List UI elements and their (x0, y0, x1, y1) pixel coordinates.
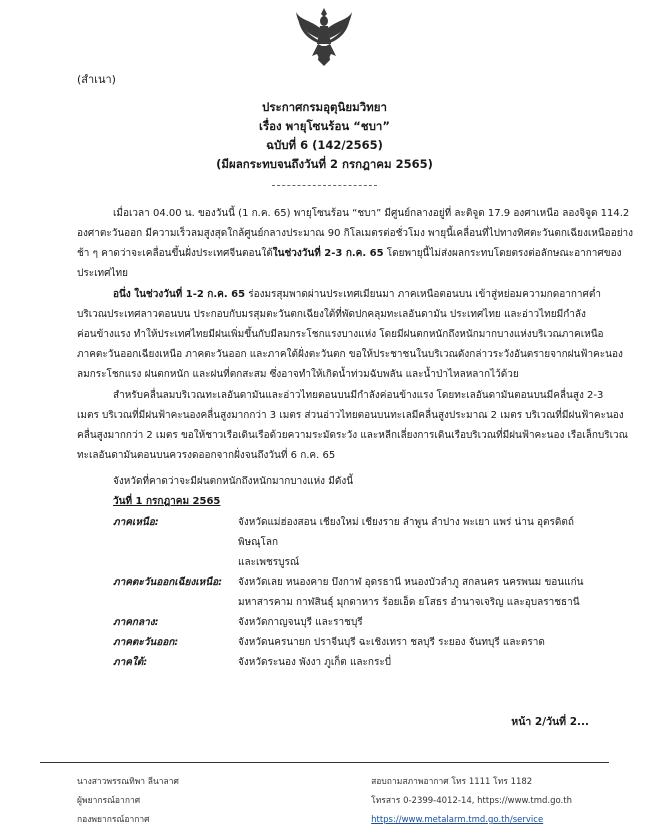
region-name: ภาคตะวันออก: (113, 637, 179, 648)
region-name: ภาคใต้: (113, 657, 148, 668)
footer-inquiry: สอบถามสภาพอากาศ โทร 1111 โทร 1182 (371, 777, 533, 787)
provinces-intro: จังหวัดที่คาดว่าจะมีฝนตกหนักถึงหนักมากบางแห่ง มีดังนี้ (113, 476, 354, 487)
paragraph-3-line: สำหรับคลื่นลมบริเวณทะเลอันดามันและอ่าวไทยตอนบนมีกำลังค่อนข้างแรง โดยทะเลอันดามันตอนบนมีคลื่นสูง 2-3 (113, 390, 604, 401)
footer-right (371, 773, 572, 830)
provinces-section (77, 472, 597, 512)
announcement-header (0, 98, 649, 174)
announcement-title: ประกาศกรมอุตุนิยมวิทยา (262, 100, 387, 114)
region-row (77, 613, 587, 633)
paragraph-3 (77, 386, 628, 466)
footer-phone: โทรสาร 0-2399-4012-14, https://www.tmd.go.th (371, 796, 572, 806)
paragraph-2-line: ภาคตะวันออกเฉียงเหนือ ภาคตะวันออก และภาคใต้ฝั่งตะวันตก ขอให้ประชาชนในบริเวณดังกล่าวระวังอันตรายจากฝนฟ้าคะนอง (77, 349, 623, 360)
region-provinces-line: และเพชรบูรณ์ (238, 557, 300, 568)
region-row (77, 633, 587, 653)
paragraph-2-line (77, 285, 601, 305)
region-provinces-line: จังหวัดแม่ฮ่องสอน เชียงใหม่ เชียงราย ลำพูน ลำปาง พะเยา แพร่ น่าน อุตรดิตถ์ พิษณุโลก (238, 517, 574, 548)
paragraph-2-text: ร่องมรสุมพาดผ่านประเทศเมียนมา ภาคเหนือตอนบน เข้าสู่หย่อมความกดอากาศต่ำ (245, 289, 601, 300)
paragraph-1-bold: ในช่วงวันที่ 2-3 ก.ค. 65 (272, 248, 384, 259)
paragraph-1-line: เมื่อเวลา 04.00 น. ของวันนี้ (1 ก.ค. 65) พายุโซนร้อน “ชบา” มีศูนย์กลางอยู่ที่ ละติจูด 17.9 องศาเหนือ ลองจิจูด 114.2 (113, 208, 630, 219)
announcement-issue: ฉบับที่ 6 (142/2565) (266, 138, 383, 152)
announcement-effective: (มีผลกระทบจนถึงวันที่ 2 กรกฎาคม 2565) (216, 157, 433, 171)
region-provinces-line: จังหวัดระนอง พังงา ภูเก็ต และกระบี่ (238, 657, 392, 668)
region-provinces (238, 573, 587, 613)
separator (272, 185, 377, 186)
copy-mark: (สำเนา) (77, 73, 116, 86)
paragraph-3-line: เมตร บริเวณที่มีฝนฟ้าคะนองคลื่นสูงมากกว่า 3 เมตร ส่วนอ่าวไทยตอนบนทะเลมีคลื่นสูงประมาณ 2 เมตร บริเวณที่มีฝนฟ้าคะนอง (77, 410, 624, 421)
paragraph-1-text: ช้า ๆ คาดว่าจะเคลื่อนขึ้นฝั่งประเทศจีนตอนใต้ (77, 248, 273, 259)
paragraph-3-line: ทะเลอันดามันตอนบนควรงดออกจากฝั่งจนถึงวันที่ 6 ก.ค. 65 (77, 450, 336, 461)
paragraph-2-line: บริเวณประเทศลาวตอนบน ประกอบกับมรสุมตะวันตกเฉียงใต้ที่พัดปกคลุมทะเลอันดามัน ประเทศไทย และอ่าวไทยมีกำลัง (77, 309, 586, 320)
paragraph-3-line: คลื่นสูงมากกว่า 2 เมตร ขอให้ชาวเรือเดินเรือด้วยความระมัดระวัง และหลีกเลี่ยงการเดินเรือบริเวณที่มีฝนฟ้าคะนอง เรือเล็กบริเวณ (77, 430, 628, 441)
forecaster-title: ผู้พยากรณ์อากาศ (77, 796, 141, 806)
region-provinces-line: จังหวัดเลย หนองคาย บึงกาฬ อุดรธานี หนองบัวลำภู สกลนคร นครพนม ขอนแก่น (238, 577, 584, 588)
region-provinces-line: จังหวัดนครนายก ปราจีนบุรี ฉะเชิงเทรา ชลบุรี ระยอง จันทบุรี และตราด (238, 637, 545, 648)
region-provinces (238, 633, 587, 653)
announcement-subject: เรื่อง พายุโซนร้อน “ชบา” (259, 119, 390, 133)
region-name: ภาคกลาง: (113, 617, 159, 628)
region-provinces-line: มหาสารคาม กาฬสินธุ์ มุกดาหาร ร้อยเอ็ด ยโสธร อำนาจเจริญ และอุบลราชธานี (238, 597, 580, 608)
region-row (77, 653, 587, 673)
garuda-emblem-icon (294, 6, 354, 68)
regions-table (77, 513, 587, 673)
service-link[interactable]: https://www.metalarm.tmd.go.th/service (371, 815, 544, 825)
paragraph-1-line: องศาตะวันออก มีความเร็วลมสูงสุดใกล้ศูนย์กลางประมาณ 90 กิโลเมตรต่อชั่วโมง พายุนี้เคลื่อนที่ไปทางทิศตะวันตกเฉียงเหนืออย่าง (77, 228, 634, 239)
forecaster-name: นางสาวพรรณทิพา ลีนาลาศ (77, 777, 179, 787)
paragraph-2-bold: อนึ่ง ในช่วงวันที่ 1-2 ก.ค. 65 (113, 289, 246, 300)
paragraph-2-line: ลมกระโชกแรง ฝนตกหนัก และฝนที่ตกสะสม ซึ่งอาจทำให้เกิดน้ำท่วมฉับพลัน และน้ำป่าไหลหลากไว้ด้วย (77, 369, 519, 380)
region-provinces (238, 613, 587, 633)
paragraph-1-tail: โดยพายุนี้ไม่ส่งผลกระทบโดยตรงต่อลักษณะอากาศของ (383, 248, 622, 259)
footer-left (77, 773, 179, 830)
page-continue: หน้า 2/วันที่ 2... (511, 716, 589, 728)
paragraph-1 (77, 204, 634, 284)
paragraph-2 (77, 285, 623, 385)
paragraph-1-line (77, 244, 622, 264)
region-row (77, 513, 587, 573)
region-name: ภาคตะวันออกเฉียงเหนือ: (113, 577, 223, 588)
paragraph-1-line: ประเทศไทย (77, 268, 128, 279)
region-provinces (238, 653, 587, 673)
region-provinces (238, 513, 587, 573)
region-provinces-line: จังหวัดกาญจนบุรี และราชบุรี (238, 617, 363, 628)
region-name: ภาคเหนือ: (113, 517, 159, 528)
paragraph-2-line: ค่อนข้างแรง ทำให้ประเทศไทยมีฝนเพิ่มขึ้นกับมีลมกระโชกแรงบางแห่ง โดยมีฝนตกหนักถึงหนักมากบางแห่งบริเวณภาคเหนือ (77, 329, 604, 340)
forecaster-division: กองพยากรณ์อากาศ (77, 815, 150, 825)
date-heading: วันที่ 1 กรกฎาคม 2565 (113, 496, 221, 507)
footer-divider (40, 762, 609, 763)
region-row (77, 573, 587, 613)
